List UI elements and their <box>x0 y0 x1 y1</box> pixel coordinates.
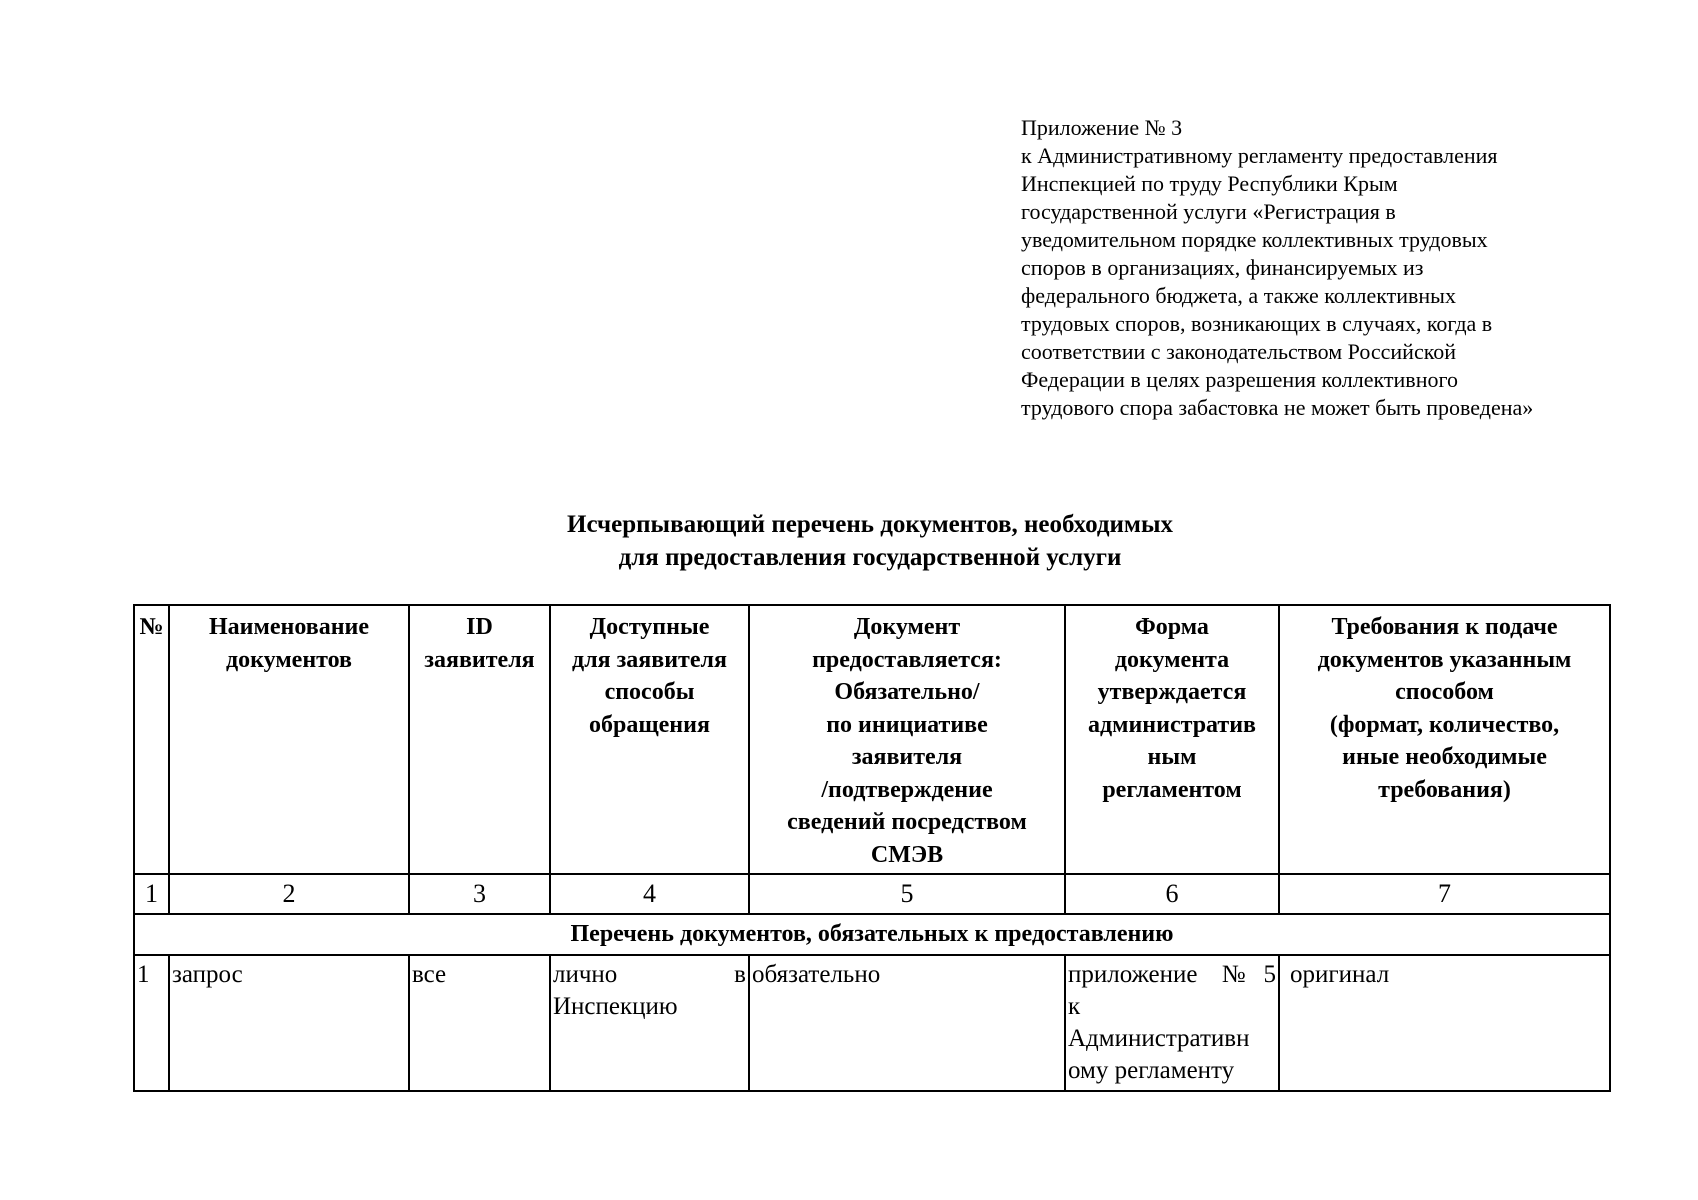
table-row <box>134 955 1610 1091</box>
column-number: 2 <box>169 874 409 914</box>
column-numbers-row <box>134 874 1610 914</box>
column-number: 7 <box>1279 874 1610 914</box>
column-number: 6 <box>1065 874 1279 914</box>
row-provision: обязательно <box>749 955 1065 1091</box>
row-form-line: ому регламенту <box>1068 1057 1235 1084</box>
row-methods-line-1: лично в <box>553 961 746 988</box>
row-methods-line-2: Инспекцию <box>553 993 678 1020</box>
appendix-line: трудового спора забастовка не может быть проведена» <box>1021 395 1534 420</box>
appendix-line: споров в организациях, финансируемых из <box>1021 255 1424 280</box>
table-header-row <box>134 605 1610 874</box>
row-number: 1 <box>134 955 169 1091</box>
row-form <box>1065 955 1279 1091</box>
appendix-line: федерального бюджета, а также коллективных <box>1021 283 1456 308</box>
document-title-line-2: для предоставления государственной услуги <box>618 544 1122 571</box>
appendix-line: соответствии с законодательством Российской <box>1021 339 1457 364</box>
document-title-line-1: Исчерпывающий перечень документов, необходимых <box>567 511 1173 538</box>
row-form-line: приложение №5 <box>1068 961 1276 988</box>
row-applicant-id: все <box>409 955 550 1091</box>
section-title: Перечень документов, обязательных к предоставлению <box>134 914 1610 955</box>
row-methods <box>550 955 749 1091</box>
row-requirements: оригинал <box>1279 955 1610 1091</box>
appendix-line: Федерации в целях разрешения коллективного <box>1021 367 1458 392</box>
column-number: 5 <box>749 874 1065 914</box>
row-form-line: к <box>1068 993 1081 1020</box>
appendix-header <box>1021 114 1661 422</box>
appendix-line: Приложение № 3 <box>1021 115 1183 140</box>
appendix-line: уведомительном порядке коллективных трудовых <box>1021 227 1488 252</box>
appendix-line: Инспекцией по труду Республики Крым <box>1021 171 1398 196</box>
documents-table <box>133 604 1611 1092</box>
column-number: 3 <box>409 874 550 914</box>
appendix-line: государственной услуги «Регистрация в <box>1021 199 1396 224</box>
header-provision: Документ предоставляется: Обязательно/ по инициативе заявителя /подтверждение сведений посредством СМЭВ <box>749 605 1065 874</box>
header-number: № <box>134 605 169 874</box>
column-number: 4 <box>550 874 749 914</box>
row-document-name: запрос <box>169 955 409 1091</box>
header-methods: Доступные для заявителя способы обращения <box>550 605 749 874</box>
header-form: Форма документа утверждается административ ным регламентом <box>1065 605 1279 874</box>
appendix-line: к Административному регламенту предоставления <box>1021 143 1498 168</box>
header-requirements: Требования к подаче документов указанным способом (формат, количество, иные необходимые требования) <box>1279 605 1610 874</box>
header-applicant-id: ID заявителя <box>409 605 550 874</box>
header-document-name: Наименование документов <box>169 605 409 874</box>
section-row <box>134 914 1610 955</box>
row-form-line: Административн <box>1068 1025 1250 1052</box>
appendix-line: трудовых споров, возникающих в случаях, когда в <box>1021 311 1493 336</box>
column-number: 1 <box>134 874 169 914</box>
